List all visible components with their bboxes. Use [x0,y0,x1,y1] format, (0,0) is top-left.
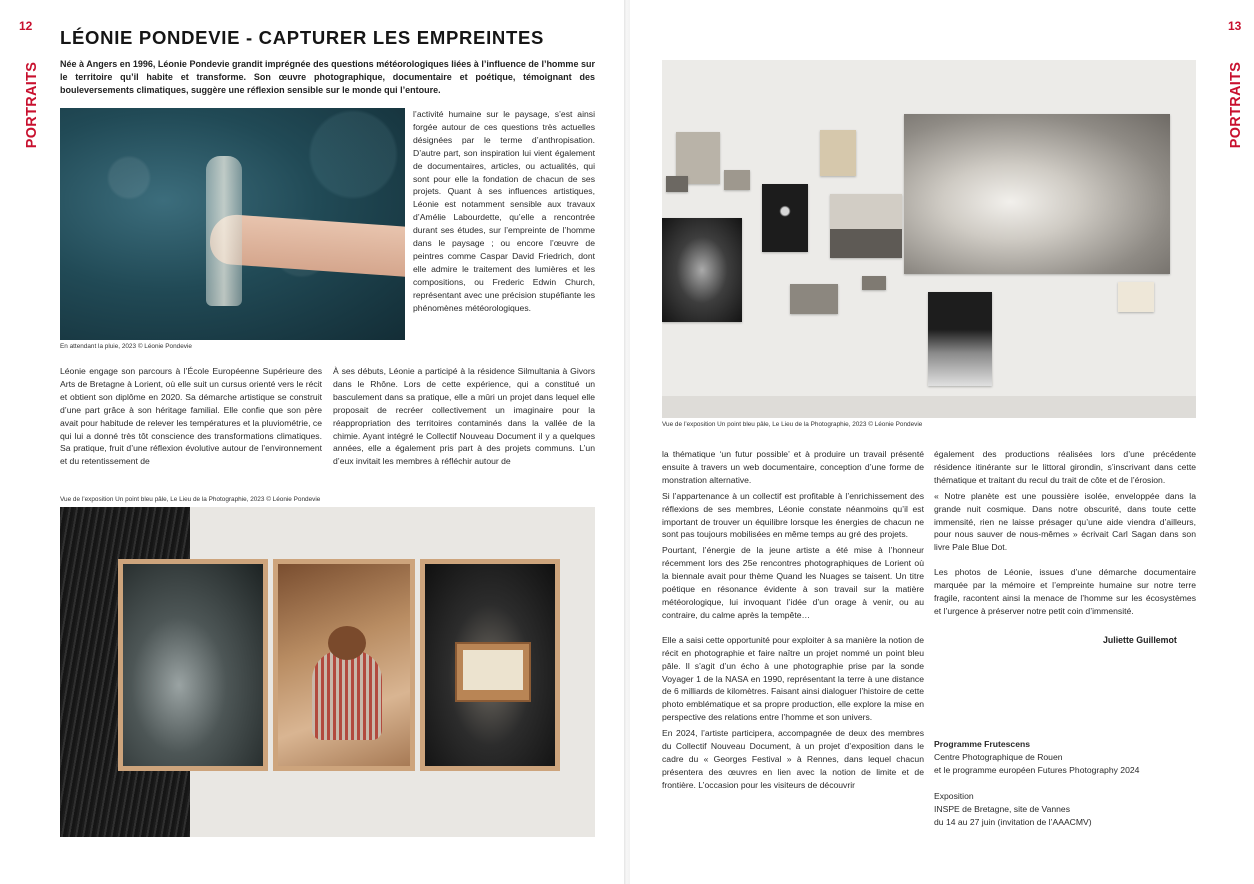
program-title: Programme Frutescens [934,739,1030,749]
paragraph: En 2024, l’artiste participera, accompagnée de deux des membres du Collectif Nouveau Document, à un projet d’exposition dans le cadre du « Georges Festival » à Rennes, dans lequel chacun présentera des œuvres en lien avec la notion de limite et de frontière. L’occasion pour les visiteurs de découvrir [662,728,924,790]
right-body-column-1 [662,448,924,795]
expo-dates: du 14 au 27 juin (invitation de l’AAACMV) [934,816,1092,827]
author-signature: Juliette Guillemot [1103,635,1177,645]
intro-side-column: l’activité humaine sur le paysage, s’est ainsi forgée autour de ces questions très actuelles désignées par le terme d’anthropisation. D’autre part, son inspiration lui vient également de documentaires, articles, ou actualités, qui sont pour elle la fondation de chacun de ses projets. Quant à ses influences artistiques, Léonie est notamment sensible aux travaux d’Amélie Labourdette, qu’elle a rencontrée durant ses études, sur l’empreinte de l’homme dans le paysage ; ou encore l’œuvre de peintres comme Caspar David Friedrich, dont elle admire le traitement des lumières et les compositions, ou Frederic Edwin Church, représentant avec une précision stupéfiante les phénomènes météorologiques. [413,109,595,313]
paragraph: également des productions réalisées lors d’une précédente résidence itinérante sur le littoral girondin, s’inscrivant dans cette thématique et traitant du recul du trait de côte et de l’érosion. [934,449,1196,485]
expo-label: Exposition [934,790,974,801]
photo-rain-gauge [60,108,405,340]
page-number-left: 12 [19,19,33,33]
photo-triptych-exhibition [60,507,595,837]
paragraph: Les photos de Léonie, issues d’une démarche documentaire marquée par la mémoire et l’empreinte humaine sur notre terre fragile, racontent ainsi la menace de l’homme sur les écosystèmes et l’urgence à préserver notre petit coin d’immensité. [934,567,1196,616]
expo-place: INSPE de Bretagne, site de Vannes [934,803,1070,814]
paragraph: Pourtant, l’énergie de la jeune artiste a été mise à l’honneur récemment lors des 25e rencontres photographiques de Lorient où la biennale avait pour thème Quand les Nuages se taisent. Un titre poétique en résonance évidente à son travail sur la matière météorologique, lui invoquant l’idée d’un orage à venir, ou au contraire, du calme après la tempête… [662,545,924,620]
photo-exhibition-wall [662,60,1196,418]
paragraph: « Notre planète est une poussière isolée, enveloppée dans la grande nuit cosmique. Dans notre obscurité, dans toute cette immensité, rien ne laisse présager qu’une aide viendra d’ailleurs, pour nous sauver de nous-mêmes » écrivait Carl Sagan dans son livre Pale Blue Dot. [934,490,1196,553]
photo-exhibition-wall-caption: Vue de l’exposition Un point bleu pâle, Le Lieu de la Photographie, 2023 © Léonie Pondevie [662,421,923,428]
paragraph: la thématique ‘un futur possible’ et à produire un travail présenté ensuite à travers un web documentaire, conception d’une forme de monstration alternative. [662,449,924,485]
right-body-column-2 [934,448,1196,621]
paragraph: Si l’appartenance à un collectif est profitable à l’enrichissement des réflexions de ses membres, Léonie constate néanmoins qu’il est important de trouver un équilibre lorsque les énergies de chacun ne sont pas toujours mobilisées en même temps au gré des projets. [662,490,924,540]
body-column-1: Léonie engage son parcours à l’École Européenne Supérieure des Arts de Bretagne à Lorient, où elle suit un cursus orienté vers le récit et obtient son diplôme en 2020. Sa démarche artistique se construit d’une part grâce à son héritage familial. Elle confie que son père avait pour habitude de relever les températures et la pluviométrie, ce qui lui a donné très tôt conscience des transformations climatiques. Sa pratique, fruit d’une réflexion évolutive autour de l’environnement et du retentissement de [60,366,322,467]
program-line-1: Centre Photographique de Rouen [934,751,1063,762]
photo-rain-gauge-caption: En attendant la pluie, 2023 © Léonie Pondevie [60,343,192,350]
body-column-2: À ses débuts, Léonie a participé à la résidence Silmultania à Givors dans le Rhône. Lors de cette expérience, qui a constitué un basculement dans sa pratique, elle a mûri un projet dans lequel elle proposait de recréer collectivement un imaginaire pour la réappropriation des territoires contaminés dans la vallée de la chimie. Ayant intégré le Collectif Nouveau Document il y a quelques années, elle a également pris part à des projets communs. L’un d’eux invitait les membres à réfléchir autour de [333,366,595,467]
paragraph: Elle a saisi cette opportunité pour exploiter à sa manière la notion de récit en photographie et faire naître un projet nommé un point bleu pâle. Il s’agit d’un écho à une photographie prise par la sonde Voyager 1 de la NASA en 1990, représentant la terre à une distance de 6 milliards de kilomètres. Faisant ainsi dialoguer l’histoire de cette photo emblématique et sa propre production, elle explore la mise en perspective des relations entre l’homme et son univers. [662,634,924,723]
page-number-right: 13 [1228,19,1242,33]
article-intro: Née à Angers en 1996, Léonie Pondevie grandit imprégnée des questions météorologiques liées à l’influence de l’homme sur le territoire qu’il habite et transforme. Son œuvre photographique, documentaire et poétique, témoignant des bouleversements climatiques, suggère une réflexion sensible sur le monde qui l’entoure. [60,59,595,96]
program-line-2: et le programme européen Futures Photography 2024 [934,764,1140,775]
article-title: LÉONIE PONDEVIE - CAPTURER LES EMPREINTES [60,27,545,48]
left-page [0,0,624,884]
section-label-right: PORTRAITS [1228,61,1244,149]
section-label-left: PORTRAITS [24,61,40,149]
photo-triptych-caption: Vue de l’exposition Un point bleu pâle, Le Lieu de la Photographie, 2023 © Léonie Pondevie [60,496,321,503]
credits-block [934,738,1139,828]
